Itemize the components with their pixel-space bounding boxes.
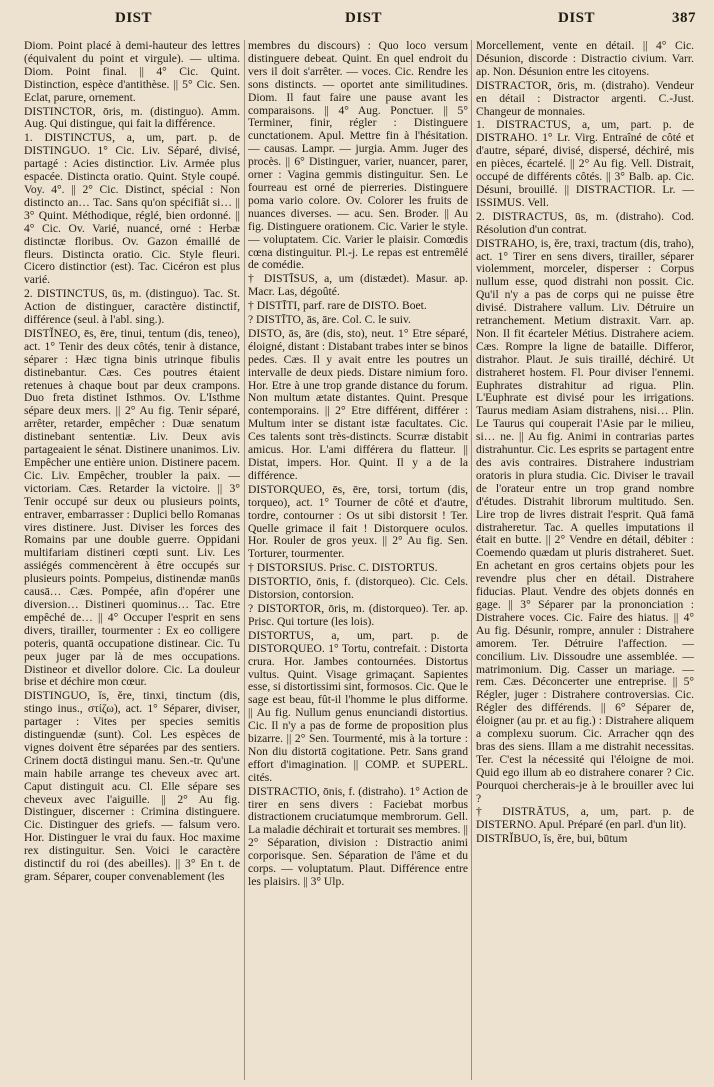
dictionary-entry: † DISTRĀTUS, a, um, part. p. de DISTERNO. Apul. Préparé (en parl. d'un lit). bbox=[476, 805, 694, 832]
dictionary-entry: Morcellement, vente en détail. || 4° Cic. Désunion, discorde : Distractio civium. Varr. ap. Non. Désunion entre les citoyens. bbox=[476, 40, 694, 78]
dictionary-entry: DISTRAHO, is, ĕre, traxi, tractum (dis, traho), act. 1° Tirer en sens divers, tirailler, séparer violemment, morceler, disperser : Corpus nullum esse, quod distrahi non possit. Cic. Qu'il n'y a pas de corps qui ne puisse être divisé. Distrahere vallum. Liv. Détruire un retranchement. Metium distraxit. Varr. ap. Non. Il fit écarteler Métius. Distrahere aciem. Cæs. Rompre la ligne de bataille. Differor, distrahor. Plaut. Je suis tiraillé, déchiré. Ut distraheret hostem. Fl. Pour diviser l'ennemi. Euphrates distrahitur ad rigua. Plin. L'Euphrate est divisé pour les irrigations. Taurus mediam Asiam distrahens, nisi… Plin. Le Taurus qui couperait l'Asie par le milieu, si… ne. || Au fig. Animi in contrarias partes distrahuntur. Cic. Les esprits se partagent entre des avis contraires. Distrahere industriam oratoris in plura studia. Cic. Diviser le travail de l'orateur entre un trop grand nombre d'études. Distrahit librorum multitudo. Sen. Lire trop de livres distrait l'esprit. Quā famā distraheretur. Tac. A quelles imputations il était en butte. || 2° Vendre en détail, débiter : Coemendo quædam ut pluris distraheret. Suet. En achetant en gros certains objets pour les revendre plus cher en détail. Distrahere fiducias. Plaut. Vendre des objets donnés en gage. || 3° Séparer par la prononciation : Distrahere voces. Cic. Faire des hiatus. || 4° Au fig. Désunir, rompre, annuler : Distrahere amorem. Ter. Détruire l'affection. — concilium. Liv. Dissoudre une assemblée. — matrimonium. Dig. Casser un mariage. — rem. Cæs. Déconcerter une entreprise. || 5° Régler, juger : Distrahere controversias. Cic. Régler des différends. || 6° Séparer de, éloigner (au pr. et au fig.) : Distrahere aliquem a complexu suorum. Cic. Arracher qqn des bras des siens. Illam a me distrahit necessitas. Ter. C'est la nécessité qui l'éloigne de moi. Quid ego illum ab eo distrahere conarer ? Cic. Pourquoi chercherais-je à le brouiller avec lui ? bbox=[476, 236, 694, 805]
dictionary-entry: 2. DISTRACTUS, ūs, m. (distraho). Cod. Résolution d'un contrat. bbox=[476, 209, 694, 236]
text-column-right bbox=[476, 40, 694, 1082]
dictionary-entry: DISTORQUEO, ēs, ēre, torsi, tortum (dis, torqueo), act. 1° Tourner de côté et d'autre, tordre, contourner : Os ut sibi distorsit ! Ter. Quelle grimace il fait ! Distorquere oculos. Hor. Rouler de gros yeux. || 2° Au fig. Sen. Torturer, tourmenter. bbox=[248, 482, 468, 561]
dictionary-entry: † DISTĪTI, parf. rare de DISTO. Boet. bbox=[248, 299, 427, 313]
text-column-left bbox=[24, 40, 240, 1082]
text-column-middle bbox=[248, 40, 468, 1082]
dictionary-entry: † DISTĪSUS, a, um (distædet). Masur. ap. Macr. Las, dégoûté. bbox=[248, 272, 468, 299]
header-center-word: DIST bbox=[345, 10, 383, 26]
column-divider bbox=[471, 40, 472, 1080]
dictionary-entry: † DISTORSIUS. Prisc. C. DISTORTUS. bbox=[248, 561, 438, 575]
dictionary-entry: ? DISTĪTO, ās, āre. Col. C. le suiv. bbox=[248, 313, 411, 327]
dictionary-entry: DISTRACTIO, ōnis, f. (distraho). 1° Action de tirer en sens divers : Faciebat morbus distractionem cruciatumque membrorum. Gell. La maladie déchirait et torturait ses membres. || 2° Séparation, division : Distractio animi corporisque. Sen. Séparation de l'âme et du corps. — voluptatum. Plaut. Différence entre les plaisirs. || 3° Ulp. bbox=[248, 784, 468, 888]
page-number: 387 bbox=[672, 10, 696, 26]
header-right-word: DIST bbox=[558, 10, 596, 26]
dictionary-entry: 1. DISTINCTUS, a, um, part. p. de DISTINGUO. 1° Cic. Liv. Séparé, divisé, partagé : Acies distinctior. Liv. Armée plus espacée. Distincta oratio. Quint. Style coupé. Voy. 4°. || 2° Cic. Distinct, spécial : Non distincto an… Tac. Sans qu'on spécifiât si… || 3° Quint. Méthodique, réglé, bien ordonné. || 4° Cic. Ov. Varié, nuancé, orné : Herbæ distinctæ floribus. Ov. Gazon émaillé de fleurs. Distincta oratio. Cic. Style fleuri. Cicero distinctior (est). Tac. Cicéron est plus varié. bbox=[24, 131, 240, 287]
dictionary-entry: DISTINGUO, ĭs, ĕre, tinxi, tinctum (dis, stingo inus., στίζω), act. 1° Séparer, diviser, partager : Vites per species semitis distinguendæ (sunt). Col. Les espèces de vignes doivent être séparées par des sentiers. Crinem doctā distingui manu. Sen.-tr. Qu'une main habile arrange tes cheveux avec art. Caput distinguit acu. Cl. Elle sépare ses cheveux avec l'aiguille. || 2° Au fig. Distinguer, discerner : Crimina distinguere. Cic. Distinguer des griefs. — falsum vero. Hor. Distinguer le vrai du faux. Hoc maxime rex distinguitur. Sen. Voici le caractère distinctif du roi (des abeilles). || 3° En t. de gram. Séparer, couper convenablement (les bbox=[24, 689, 240, 883]
dictionary-entry: DISTORTUS, a, um, part. p. de DISTORQUEO. 1° Tortu, contrefait. : Distorta crura. Hor. Jambes contournées. Distortus vultus. Quint. Visage grimaçant. Sapientes esse, si distortissimi sint, formosos. Cic. Que le sage est beau, fût-il l'homme le plus difforme. || Au fig. Nullum genus enunciandi distortius. Cic. Il n'y a pas de forme de proposition plus bizarre. || 2° Sen. Tourmenté, mis à la torture : Non diu distortā cogitatione. Petr. Sans grand effort d'imagination. || COMP. et SUPERL. cités. bbox=[248, 628, 468, 784]
dictionary-entry: DISTO, ās, āre (dis, sto), neut. 1° Etre séparé, éloigné, distant : Distabant trabes inter se binos pedes. Cæs. Il y avait entre les poutres un intervalle de deux pieds. Distare nimium foro. Hor. Etre à une trop grande distance du forum. Non multum ætate distantes. Quint. Presque contemporains. || 2° Etre différent, différer : Multum inter se distant istæ facultates. Cic. Ces talents sont très-distincts. Scurræ distabit amicus. Hor. L'ami différera du flatteur. || Distat, impers. Hor. Quint. Il y a de la différence. bbox=[248, 326, 468, 482]
column-divider bbox=[244, 40, 245, 1080]
dictionary-entry: 1. DISTRACTUS, a, um, part. p. de DISTRAHO. 1° Lr. Virg. Entraîné de côté et d'autre, séparé, divisé, dispersé, déchiré, mis en pièces, écartelé. || 2° Au fig. Vell. Distrait, occupé de différents côtés. || 3° Balb. ap. Cic. Désuni, brouillé. || DISTRACTIOR. Lr. — ISSIMUS. Vell. bbox=[476, 118, 694, 209]
dictionary-entry: DISTINCTOR, ōris, m. (distinguo). Amm. Aug. Qui distingue, qui fait la différence. bbox=[24, 104, 240, 131]
dictionary-entry: Diom. Point placé à demi-hauteur des lettres (équivalent du point et virgule). — ultima. Diom. Point final. || 4° Cic. Quint. Distinction, espèce d'antithèse. || 5° Cic. Sen. Eclat, parure, ornement. bbox=[24, 40, 240, 104]
dictionary-entry: DISTORTIO, ōnis, f. (distorqueo). Cic. Cels. Distorsion, contorsion. bbox=[248, 575, 468, 602]
running-header bbox=[0, 10, 714, 34]
dictionary-entry: ? DISTORTOR, ōris, m. (distorqueo). Ter. ap. Prisc. Qui torture (les lois). bbox=[248, 601, 468, 628]
header-left-word: DIST bbox=[115, 10, 153, 26]
dictionary-entry: DISTRĬBUO, ĭs, ĕre, bui, būtum bbox=[476, 832, 628, 846]
dictionary-entry: DISTRACTOR, ōris, m. (distraho). Vendeur en détail : Distractor argenti. C.-Just. Changeur de monnaies. bbox=[476, 78, 694, 118]
dictionary-entry: membres du discours) : Quo loco versum distinguere debeat. Quint. En quel endroit du vers il doit s'arrêter. — voces. Cic. Rendre les sons distincts. — oportet ante similitudines. Diom. Il faut faire une pause avant les comparaisons. || 4° Aug. Ponctuer. || 5° Terminer, finir, régler : Distinguere cunctationem. Apul. Mettre fin à l'hésitation. — causas. Lampr. — jurgia. Amm. Juger des procès. || 6° Distinguer, varier, nuancer, parer, orner : Vagina gemmis distinguitur. Sen. Le fourreau est orné de pierreries. Distinguere poma vario colore. Ov. Colorer les fruits de nuances diverses. — acu. Sen. Broder. || Au fig. Distinguere orationem. Cic. Varier le style. — voluptatem. Cic. Varier le plaisir. Comœdis cœna distinguitur. Pl.-j. Le repas est entremêlé de comédie. bbox=[248, 40, 468, 272]
dictionary-entry: DISTĬNEO, ēs, ēre, tinui, tentum (dis, teneo), act. 1° Tenir des deux côtés, tenir à distance, séparer : Hæc tigna binis utrinque fibulis distinebantur. Cæs. Ces poutres étaient retenues à chaque bout par deux crampons. Duo freta distinet Isthmos. Ov. L'Isthme sépare deux mers. || 2° Au fig. Tenir séparé, arrêter, retarder, empêcher : Duæ senatum distinebant sententiæ. Liv. Deux avis partageaient le sénat. Distinere unanimos. Liv. Empêcher une entière union. Distinere pacem. Cic. Liv. Empêcher, troubler la paix. — victoriam. Cæs. Retarder la victoire. || 3° Tenir occupé sur deux ou plusieurs points, entraver, embarrasser : Duplici bello Romanas vires distinere. Just. Diviser les forces des Romains par une double guerre. Oppidani multifariam distineri cœpti sunt. Liv. Les assiégés commencèrent à être occupés sur plusieurs points. Pompeius, distinendæ manūs causā… Cæs. Pompée, afin d'opérer une diversion… Distineri quominus… Tac. Etre empêché de… || 4° Occuper l'esprit en sens divers, tirailler, tourmenter : Ex eo colligere poteris, quantā occupatione distinear. Cic. Tu peux juger par là de mes occupations. Distineor et divellor dolore. Cic. La douleur brise et déchire mon cœur. bbox=[24, 326, 240, 689]
dictionary-entry: 2. DISTINCTUS, ūs, m. (distinguo). Tac. St. Action de distinguer, caractère distinctif, différence (seul. à l'abl. sing.). bbox=[24, 287, 240, 327]
